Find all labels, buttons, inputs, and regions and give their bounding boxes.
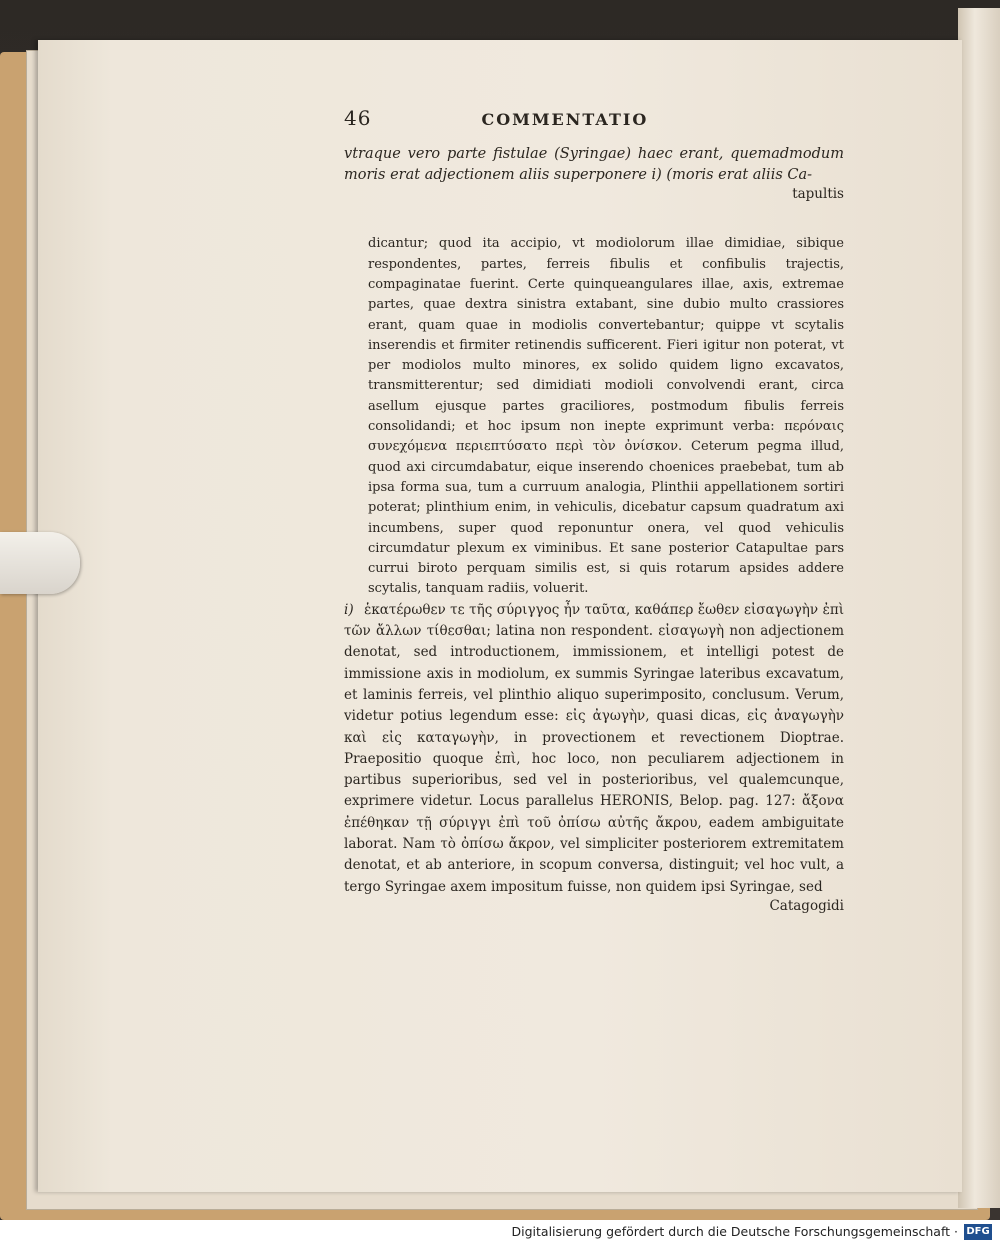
intro-last: tapultis xyxy=(792,186,844,203)
main-paragraph: dicantur; quod ita accipio, vt modiolorum illae dimidiae, sibique respondentes, partes, ferreis fibulis et confibulis trajectis, compaginatae fuerint. Certe quinqueangulares illae, axis, extremae partes, quae dextra sinistra extabant, sine dubio multo crassiores erant, quam quae in modiolis convertebantur; quippe vt scytalis inserendis et firmiter retinendis sufficerent. Fieri igitur non poterat, vt per modiolos multo minores, ex solido quidem ligno excavatos, transmitterentur; sed dimidiati modioli convolvendi erant, circa asellum ejusque partes graciliores, postmodum fibulis ferreis consolidandi; et hoc ipsum non inepte exprimunt verba: περόναις συνεχόμενα περιεπτύσατο περὶ τὸν ὀνίσκον. Ceterum pegma illud, quod axi circumdabatur, eique inserendo choenices praebebat, tum ab ipsa forma sua, tum a curruum analogia, Plinthii appellationem sortiri poterat; plinthium enim, in vehiculis, dicebatur capsum quadratum axi incumbens, super quod reponuntur onera, vel quod vehiculis circumdatur plexum ex viminibus. Et sane posterior Catapultae pars currui biroto perquam similis est, si quis rotarum apsides addere scytalis, tanquam radiis, voluerit. xyxy=(368,236,844,597)
running-header xyxy=(344,108,844,130)
dfg-logo: DFG xyxy=(964,1224,992,1240)
footer-bar xyxy=(0,1220,1000,1244)
footnote xyxy=(344,600,844,898)
intro-lines: vtraque vero parte fistulae (Syringae) haec erant, quemadmodum moris erat adjectionem aliis superponere i) (moris erat aliis Ca- xyxy=(344,146,844,184)
footer-credit: Digitalisierung gefördert durch die Deutsche Forschungsgemeinschaft · xyxy=(511,1224,958,1239)
running-title: COMMENTATIO xyxy=(481,110,649,129)
facing-page-edge xyxy=(958,8,1000,1208)
page-text xyxy=(344,108,844,916)
catchword: Catagogidi xyxy=(769,897,844,914)
footnote-text: ἑκατέρωθεν τε τῆς σύριγγος ἦν ταῦτα, καθάπερ ἔωθεν εἰσαγωγὴν ἐπὶ τῶν ἄλλων τίθεσθαι; latina non respondent. εἰσαγωγὴ non adjectionem denotat, sed introductionem, immissionem, et intelligi potest de immissione axis in modiolum, ex summis Syringae lateribus excavatum, et laminis ferreis, vel plinthio aliquo superimposito, conclusum. Verum, videtur potius legendum esse: εἰς ἀγωγὴν, quasi dicas, εἰς ἀναγωγὴν καὶ εἰς καταγωγὴν, in provectionem et revectionem Dioptrae. Praepositio quoque ἐπὶ, hoc loco, non peculiarem adjectionem in partibus superioribus, sed vel in posterioribus, vel qualemcunque, exprimere videtur. Locus parallelus HERONIS, Belop. pag. 127: ἄξονα ἐπέθηκαν τῇ σύριγγι ἐπὶ τοῦ ὀπίσω αὐτῆς ἄκρου, eadem ambiguitate laborat. Nam τὸ ὀπίσω ἄκρον, vel simpliciter posteriorem extremitatem denotat, et ab anteriore, in scopum conversa, distinguit; vel hoc vult, a tergo Syringae axem impositum fuisse, non quidem ipsi Syringae, sed xyxy=(344,601,845,895)
footnote-mark: i) xyxy=(344,601,354,618)
page-number: 46 xyxy=(344,106,372,130)
bookmark-tab xyxy=(0,532,80,594)
